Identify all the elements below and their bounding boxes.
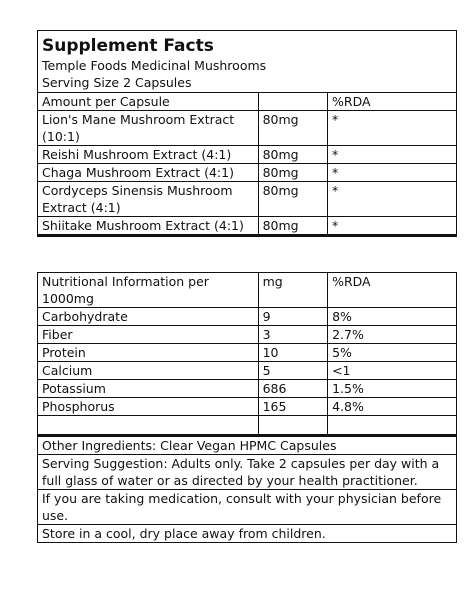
table-row xyxy=(38,326,457,344)
table-row xyxy=(38,380,457,398)
nutrition-unit-header: mg xyxy=(258,273,327,308)
nutrition-table xyxy=(37,272,457,543)
table-row xyxy=(38,182,457,217)
nutrient-qty: 10 xyxy=(258,344,327,362)
table-row xyxy=(38,164,457,182)
nutrient-rda: <1 xyxy=(328,362,457,380)
ingredient-name: Reishi Mushroom Extract (4:1) xyxy=(38,146,259,164)
table-row xyxy=(38,217,457,236)
facts-header-row xyxy=(38,93,457,111)
facts-title: Supplement Facts xyxy=(42,36,214,56)
ingredient-name: Chaga Mushroom Extract (4:1) xyxy=(38,164,259,182)
nutrition-name-header: Nutritional Information per 1000mg xyxy=(38,273,259,308)
blank-cell xyxy=(258,416,327,436)
nutrient-name: Carbohydrate xyxy=(38,308,259,326)
table-row xyxy=(38,308,457,326)
nutrient-name: Calcium xyxy=(38,362,259,380)
nutrition-header-row xyxy=(38,273,457,308)
other-ingredients: Other Ingredients: Clear Vegan HPMC Capsules xyxy=(38,436,457,455)
facts-brand: Temple Foods Medicinal Mushrooms xyxy=(42,58,267,73)
ingredient-rda: * xyxy=(328,217,457,236)
nutrient-qty: 9 xyxy=(258,308,327,326)
blank-cell xyxy=(38,416,259,436)
notes-row xyxy=(38,436,457,455)
nutrient-qty: 165 xyxy=(258,398,327,416)
nutrient-qty: 5 xyxy=(258,362,327,380)
ingredient-qty: 80mg xyxy=(258,182,327,217)
table-row xyxy=(38,362,457,380)
nutrition-panel xyxy=(37,272,457,543)
table-row xyxy=(38,398,457,416)
notes-row xyxy=(38,525,457,543)
storage-instructions: Store in a cool, dry place away from children. xyxy=(38,525,457,543)
ingredient-qty: 80mg xyxy=(258,217,327,236)
table-row xyxy=(38,146,457,164)
facts-serving-size: Serving Size 2 Capsules xyxy=(42,75,192,90)
facts-heading-row xyxy=(38,31,457,93)
nutrient-name: Phosphorus xyxy=(38,398,259,416)
nutrient-name: Protein xyxy=(38,344,259,362)
medication-warning: If you are taking medication, consult with your physician before use. xyxy=(38,490,457,525)
notes-row xyxy=(38,490,457,525)
amount-header: Amount per Capsule xyxy=(38,93,259,111)
nutrient-rda: 5% xyxy=(328,344,457,362)
table-row xyxy=(38,344,457,362)
ingredient-rda: * xyxy=(328,164,457,182)
ingredient-qty: 80mg xyxy=(258,146,327,164)
ingredient-name: Lion's Mane Mushroom Extract (10:1) xyxy=(38,111,259,146)
blank-cell xyxy=(328,416,457,436)
supplement-facts-panel xyxy=(37,30,457,237)
ingredient-name: Cordyceps Sinensis Mushroom Extract (4:1) xyxy=(38,182,259,217)
nutrient-name: Potassium xyxy=(38,380,259,398)
nutrient-rda: 2.7% xyxy=(328,326,457,344)
ingredient-name: Shiitake Mushroom Extract (4:1) xyxy=(38,217,259,236)
qty-header xyxy=(258,93,327,111)
serving-suggestion: Serving Suggestion: Adults only. Take 2 capsules per day with a full glass of water or as directed by your health practitioner. xyxy=(38,455,457,490)
nutrient-name: Fiber xyxy=(38,326,259,344)
ingredient-rda: * xyxy=(328,146,457,164)
nutrient-qty: 3 xyxy=(258,326,327,344)
blank-row xyxy=(38,416,457,436)
nutrition-rda-header: %RDA xyxy=(328,273,457,308)
rda-header: %RDA xyxy=(328,93,457,111)
nutrient-rda: 1.5% xyxy=(328,380,457,398)
supplement-facts-table xyxy=(37,30,457,237)
facts-heading xyxy=(38,31,457,93)
nutrient-rda: 8% xyxy=(328,308,457,326)
ingredient-rda: * xyxy=(328,111,457,146)
nutrient-qty: 686 xyxy=(258,380,327,398)
nutrient-rda: 4.8% xyxy=(328,398,457,416)
notes-row xyxy=(38,455,457,490)
ingredient-rda: * xyxy=(328,182,457,217)
ingredient-qty: 80mg xyxy=(258,111,327,146)
ingredient-qty: 80mg xyxy=(258,164,327,182)
table-row xyxy=(38,111,457,146)
